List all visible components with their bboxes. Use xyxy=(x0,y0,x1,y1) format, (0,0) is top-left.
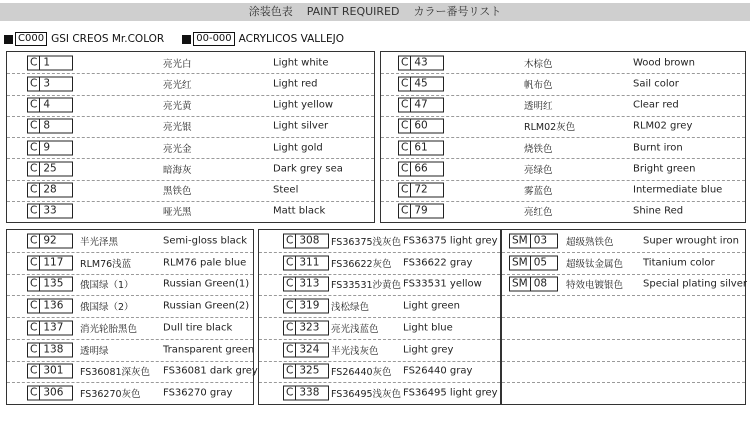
paint-code-number: 323 xyxy=(299,321,320,334)
paint-code-number: 92 xyxy=(43,234,57,247)
paint-code xyxy=(27,119,73,134)
creos-legend-label: GSI CREOS Mr.COLOR xyxy=(51,33,165,45)
paint-code-prefix: C xyxy=(284,256,296,269)
paint-code-prefix: C xyxy=(399,120,411,133)
paint-name-english: Special plating silver xyxy=(643,278,747,290)
paint-name-chinese: 浅松绿色 xyxy=(331,302,370,314)
paint-code-prefix: SM xyxy=(510,234,531,247)
paint-code-number: 61 xyxy=(414,141,428,154)
paint-name-english: Light silver xyxy=(273,120,329,132)
paint-name-chinese: 超级钛金属色 xyxy=(566,258,624,270)
paint-name-english: Light white xyxy=(273,57,329,69)
paint-code-prefix: C xyxy=(28,256,40,269)
paint-name-english: Intermediate blue xyxy=(633,184,723,196)
paint-name-english: Shine Red xyxy=(633,205,684,217)
paint-code xyxy=(283,277,329,292)
paint-row xyxy=(7,52,374,74)
paint-code xyxy=(27,233,73,248)
paint-code-prefix: C xyxy=(28,387,40,400)
paint-name-english: Sail color xyxy=(633,78,679,90)
paint-row xyxy=(7,295,253,318)
paint-code-number: 05 xyxy=(533,256,548,269)
paint-code-number: 45 xyxy=(414,77,428,90)
vallejo-legend-code: 00-000 xyxy=(193,32,234,46)
paint-name-chinese: FS36081深灰色 xyxy=(80,367,151,379)
paint-code-prefix: C xyxy=(28,184,40,197)
vallejo-marker-icon xyxy=(182,35,191,44)
paint-row xyxy=(259,382,500,404)
paint-name-chinese: FS36270灰色 xyxy=(80,389,141,401)
paint-code-prefix: C xyxy=(28,300,40,313)
paint-code xyxy=(283,320,329,335)
paint-code xyxy=(27,342,73,357)
paint-code-number: 319 xyxy=(299,299,320,312)
paint-code xyxy=(283,255,329,270)
paint-name-chinese: 特效电镀银色 xyxy=(566,280,624,292)
paint-code-prefix: C xyxy=(28,205,40,218)
paint-code-number: 117 xyxy=(43,256,64,269)
paint-name-chinese: FS36375浅灰色 xyxy=(331,236,402,248)
paint-code-prefix: C xyxy=(399,162,411,175)
paint-row xyxy=(502,361,745,384)
paint-code-number: 72 xyxy=(414,183,428,196)
paint-code-prefix: C xyxy=(28,278,40,291)
paint-code-number: 308 xyxy=(299,234,320,247)
paint-name-chinese: 亮光黄 xyxy=(163,101,192,113)
paint-row xyxy=(502,317,745,340)
paint-code-number: 324 xyxy=(299,343,320,356)
paint-code xyxy=(283,233,329,248)
paint-code xyxy=(283,386,329,401)
paint-code xyxy=(27,204,73,219)
paint-row xyxy=(7,230,253,253)
paint-row xyxy=(381,73,745,95)
creos-marker-icon xyxy=(4,35,13,44)
paint-code xyxy=(283,364,329,379)
paint-row xyxy=(502,252,745,275)
paint-name-chinese: 透明绿 xyxy=(80,345,109,357)
paint-code-prefix: C xyxy=(28,234,40,247)
paint-code-number: 66 xyxy=(414,162,428,175)
paint-name-english: Light grey xyxy=(403,344,454,356)
paint-code-prefix: C xyxy=(399,77,411,90)
paint-code-prefix: C xyxy=(284,343,296,356)
paint-row xyxy=(502,274,745,297)
paint-name-english: Russian Green(1) xyxy=(163,278,250,290)
paint-row xyxy=(381,95,745,117)
paint-code xyxy=(283,299,329,314)
paint-code-number: 311 xyxy=(299,256,320,269)
paint-code-prefix: C xyxy=(28,99,40,112)
paint-code-prefix: C xyxy=(28,120,40,133)
paint-name-english: Russian Green(2) xyxy=(163,300,250,312)
paint-code xyxy=(27,320,73,335)
paint-name-english: FS36622 gray xyxy=(403,257,473,269)
paint-code xyxy=(398,76,444,91)
paint-code-number: 25 xyxy=(43,162,57,175)
paint-code xyxy=(27,55,73,70)
paint-row xyxy=(7,73,374,95)
paint-name-chinese: 半光浅灰色 xyxy=(331,345,379,357)
paint-row xyxy=(7,274,253,297)
paint-panel-3 xyxy=(6,229,258,405)
paint-name-english: Dark grey sea xyxy=(273,163,343,175)
paint-name-chinese: 亮红色 xyxy=(524,207,553,219)
paint-name-english: Burnt iron xyxy=(633,142,683,154)
paint-code xyxy=(27,161,73,176)
paint-code-prefix: C xyxy=(399,141,411,154)
paint-code xyxy=(509,255,558,270)
paint-name-chinese: FS36495浅灰色 xyxy=(331,389,402,401)
paint-code-number: 03 xyxy=(533,234,548,247)
paint-panel-2 xyxy=(380,51,746,223)
paint-name-chinese: 消光轮胎黑色 xyxy=(80,323,138,335)
paint-row xyxy=(502,339,745,362)
paint-name-english: Steel xyxy=(273,184,299,196)
paint-name-chinese: 亮光浅蓝色 xyxy=(331,323,379,335)
paint-code-prefix: C xyxy=(284,300,296,313)
paint-code-number: 43 xyxy=(414,56,428,69)
paint-name-english: Dull tire black xyxy=(163,322,233,334)
paint-row xyxy=(502,230,745,253)
paint-name-chinese: 超级熟铁色 xyxy=(566,236,614,248)
paint-row xyxy=(7,252,253,275)
paint-name-chinese: 暗海灰 xyxy=(163,164,192,176)
paint-code xyxy=(398,204,444,219)
paint-name-english: Light gold xyxy=(273,142,323,154)
paint-row xyxy=(7,158,374,180)
paint-row xyxy=(381,201,745,222)
paint-code-number: 135 xyxy=(43,277,64,290)
paint-code-number: 301 xyxy=(43,364,64,377)
paint-code-number: 8 xyxy=(43,119,51,132)
paint-code-number: 79 xyxy=(414,204,428,217)
paint-code xyxy=(509,233,558,248)
paint-code-prefix: C xyxy=(284,234,296,247)
vallejo-legend-label: ACRYLICOS VALLEJO xyxy=(238,33,344,45)
paint-code-number: 33 xyxy=(43,204,57,217)
paint-code-prefix: SM xyxy=(510,256,531,269)
paint-code-number: 325 xyxy=(299,364,320,377)
paint-row xyxy=(259,317,500,340)
paint-code xyxy=(398,55,444,70)
paint-code-prefix: C xyxy=(399,184,411,197)
paint-panel-5 xyxy=(501,229,746,405)
paint-code xyxy=(27,364,73,379)
paint-row xyxy=(7,180,374,202)
paint-row xyxy=(259,252,500,275)
paint-name-chinese: 亮光银 xyxy=(163,122,192,134)
paint-name-english: Light red xyxy=(273,78,318,90)
paint-row xyxy=(502,382,745,404)
paint-name-chinese: 俄国绿（1） xyxy=(80,280,134,292)
paint-name-chinese: 帆布色 xyxy=(524,79,553,91)
paint-code-number: 60 xyxy=(414,119,428,132)
paint-code-number: 47 xyxy=(414,98,428,111)
paint-row xyxy=(381,137,745,159)
paint-code-prefix: C xyxy=(28,141,40,154)
paint-name-english: FS26440 gray xyxy=(403,365,473,377)
paint-row xyxy=(381,180,745,202)
paint-code-number: 138 xyxy=(43,343,64,356)
paint-code-prefix: C xyxy=(284,321,296,334)
paint-name-chinese: RLM02灰色 xyxy=(524,122,576,134)
paint-name-chinese: FS33531沙黄色 xyxy=(331,280,402,292)
paint-code xyxy=(509,277,558,292)
paint-row xyxy=(7,382,253,404)
paint-row xyxy=(259,339,500,362)
paint-name-english: FS36081 dark grey xyxy=(163,365,258,377)
paint-code xyxy=(27,277,73,292)
paint-name-chinese: 哑光黑 xyxy=(163,207,192,219)
paint-code-prefix: C xyxy=(28,56,40,69)
paint-panel-1 xyxy=(6,51,375,223)
paint-code xyxy=(27,76,73,91)
paint-code-number: 08 xyxy=(533,277,548,290)
paint-row xyxy=(502,295,745,318)
paint-name-english: Light yellow xyxy=(273,99,334,111)
paint-code-prefix: C xyxy=(284,365,296,378)
paint-name-chinese: 亮绿色 xyxy=(524,164,553,176)
paint-code-number: 3 xyxy=(43,77,51,90)
paint-code-prefix: SM xyxy=(510,278,531,291)
paint-row xyxy=(7,317,253,340)
paint-code-prefix: C xyxy=(284,387,296,400)
paint-name-english: Light green xyxy=(403,300,461,312)
paint-name-chinese: 亮光金 xyxy=(163,143,192,155)
paint-name-chinese: 亮光白 xyxy=(163,58,192,70)
paint-row xyxy=(7,137,374,159)
paint-code-number: 137 xyxy=(43,321,64,334)
paint-code-prefix: C xyxy=(28,343,40,356)
paint-code xyxy=(398,183,444,198)
paint-name-english: FS36270 gray xyxy=(163,387,233,399)
paint-code-prefix: C xyxy=(399,56,411,69)
paint-code-prefix: C xyxy=(28,365,40,378)
paint-row xyxy=(381,158,745,180)
paint-code xyxy=(27,183,73,198)
paint-code xyxy=(398,119,444,134)
paint-name-chinese: 木棕色 xyxy=(524,58,553,70)
paint-row xyxy=(259,295,500,318)
paint-code xyxy=(27,98,73,113)
paint-name-english: Super wrought iron xyxy=(643,235,739,247)
paint-name-english: Transparent green xyxy=(163,344,255,356)
paint-code xyxy=(27,255,73,270)
page-title: 涂装色表 PAINT REQUIRED カラー番号リスト xyxy=(0,3,750,21)
paint-row xyxy=(259,230,500,253)
paint-code xyxy=(283,342,329,357)
paint-name-chinese: 透明红 xyxy=(524,101,553,113)
paint-name-english: FS36375 light grey xyxy=(403,235,498,247)
paint-panel-4 xyxy=(258,229,501,405)
paint-row xyxy=(7,339,253,362)
paint-code-number: 306 xyxy=(43,386,64,399)
paint-row xyxy=(259,361,500,384)
paint-name-english: Wood brown xyxy=(633,57,695,69)
paint-code-prefix: C xyxy=(399,99,411,112)
paint-code-number: 338 xyxy=(299,386,320,399)
paint-row xyxy=(7,201,374,222)
paint-row xyxy=(259,274,500,297)
paint-code xyxy=(398,161,444,176)
legend xyxy=(4,31,344,47)
paint-name-english: FS36495 light grey xyxy=(403,387,498,399)
paint-name-chinese: 雾蓝色 xyxy=(524,186,553,198)
paint-row xyxy=(7,116,374,138)
paint-code-prefix: C xyxy=(284,278,296,291)
paint-name-chinese: 俄国绿（2） xyxy=(80,302,134,314)
paint-code xyxy=(27,386,73,401)
paint-name-chinese: 亮光红 xyxy=(163,79,192,91)
paint-name-chinese: RLM76浅蓝 xyxy=(80,258,132,270)
creos-legend-code: C000 xyxy=(15,32,47,46)
paint-code-number: 1 xyxy=(43,56,51,69)
paint-row xyxy=(7,95,374,117)
paint-name-chinese: FS26440灰色 xyxy=(331,367,392,379)
paint-code-prefix: C xyxy=(399,205,411,218)
paint-row xyxy=(381,116,745,138)
paint-name-english: FS33531 yellow xyxy=(403,278,482,290)
paint-row xyxy=(381,52,745,74)
paint-code-number: 313 xyxy=(299,277,320,290)
paint-code xyxy=(398,98,444,113)
paint-row xyxy=(7,361,258,384)
paint-name-english: RLM76 pale blue xyxy=(163,257,247,269)
paint-code-prefix: C xyxy=(28,162,40,175)
paint-name-english: Light blue xyxy=(403,322,453,334)
paint-name-english: Bright green xyxy=(633,163,696,175)
paint-name-english: Titanium color xyxy=(643,257,715,269)
paint-name-chinese: 黑铁色 xyxy=(163,186,192,198)
paint-code-number: 28 xyxy=(43,183,57,196)
paint-code-prefix: C xyxy=(28,321,40,334)
paint-name-english: Semi-gloss black xyxy=(163,235,248,247)
paint-code-number: 136 xyxy=(43,299,64,312)
paint-code xyxy=(398,140,444,155)
paint-name-chinese: FS36622灰色 xyxy=(331,258,392,270)
paint-name-chinese: 半光泽黑 xyxy=(80,236,119,248)
paint-name-english: RLM02 grey xyxy=(633,120,693,132)
paint-name-chinese: 烧铁色 xyxy=(524,143,553,155)
paint-code-prefix: C xyxy=(28,77,40,90)
paint-code-number: 4 xyxy=(43,98,51,111)
paint-code xyxy=(27,299,73,314)
paint-code-number: 9 xyxy=(43,141,51,154)
paint-code xyxy=(27,140,73,155)
paint-name-english: Clear red xyxy=(633,99,679,111)
paint-name-english: Matt black xyxy=(273,205,326,217)
